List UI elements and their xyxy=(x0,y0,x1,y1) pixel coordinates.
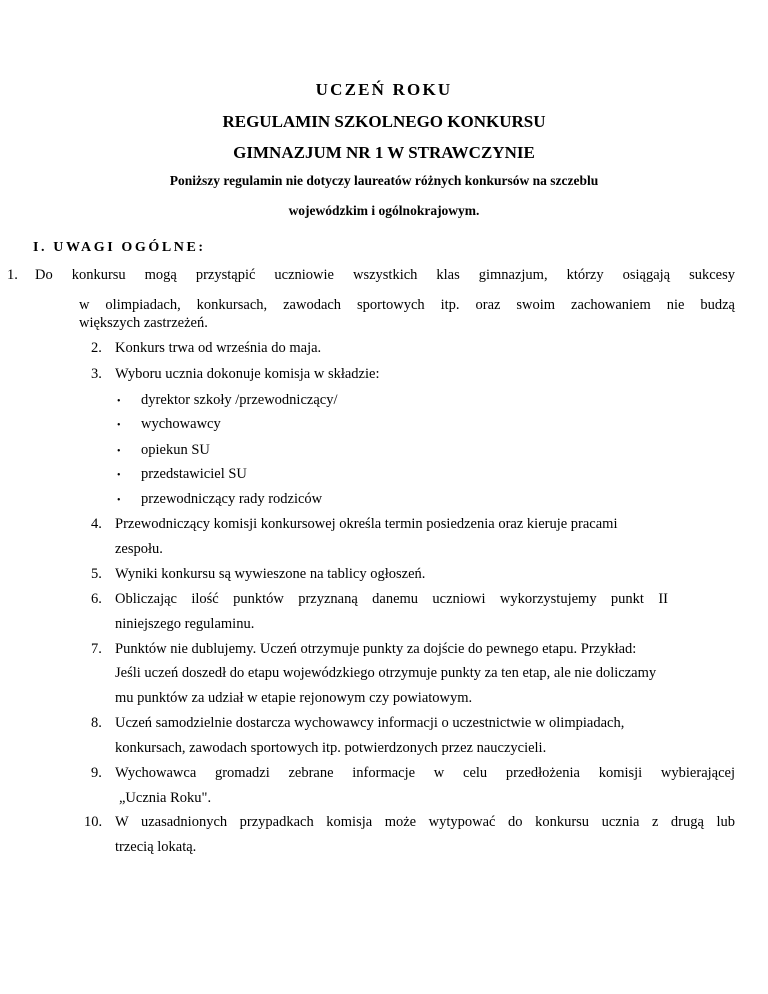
list-item-line: większych zastrzeżeń. xyxy=(79,315,208,331)
item-number: 4. xyxy=(91,516,102,532)
list-item-line: w olimpiadach, konkursach, zawodach sportowych itp. oraz swoim zachowaniem nie budzą xyxy=(79,297,735,313)
document-subtitle-school: GIMNAZJUM NR 1 W STRAWCZYNIE xyxy=(233,143,535,162)
committee-member: przedstawiciel SU xyxy=(141,466,247,482)
list-item-line: trzecią lokatą. xyxy=(115,839,197,855)
item-number: 2. xyxy=(91,340,102,356)
document-title: UCZEŃ ROKU xyxy=(315,80,453,99)
item-number: 10. xyxy=(84,814,103,830)
list-item-line: mu punktów za udział w etapie rejonowym czy powiatowym. xyxy=(115,690,473,706)
list-item-line: Wyboru ucznia dokonuje komisja w składzie: xyxy=(115,366,380,382)
committee-member: przewodniczący rady rodziców xyxy=(141,491,323,507)
item-number: 7. xyxy=(91,641,102,657)
bullet-icon: • xyxy=(117,446,121,457)
list-item-line: „Ucznia Roku". xyxy=(119,790,212,806)
list-item-line: Obliczając ilość punktów przyznaną danemu uczniowi wykorzystujemy punkt II xyxy=(115,591,668,607)
item-number: 5. xyxy=(91,566,102,582)
item-number: 1. xyxy=(7,267,18,283)
list-item-line: Wyniki konkursu są wywieszone na tablicy ogłoszeń. xyxy=(115,566,426,582)
bullet-icon: • xyxy=(117,495,121,506)
list-item-line: Przewodniczący komisji konkursowej określa termin posiedzenia oraz kieruje pracami xyxy=(115,516,618,532)
list-item-line: Do konkursu mogą przystąpić uczniowie wszystkich klas gimnazjum, którzy osiągają sukcesy xyxy=(35,267,735,283)
item-number: 9. xyxy=(91,765,102,781)
list-item-line: Jeśli uczeń doszedł do etapu wojewódzkiego otrzymuje punkty za ten etap, ale nie doliczamy xyxy=(115,665,657,681)
list-item-line: Konkurs trwa od września do maja. xyxy=(115,340,322,356)
section-heading: I. UWAGI OGÓLNE: xyxy=(33,240,206,255)
list-item-line: Uczeń samodzielnie dostarcza wychowawcy informacji o uczestnictwie w olimpiadach, xyxy=(115,715,625,731)
list-item-line: W uzasadnionych przypadkach komisja może wytypować do konkursu ucznia z drugą lub xyxy=(115,814,735,830)
item-number: 6. xyxy=(91,591,102,607)
item-number: 3. xyxy=(91,366,102,382)
list-item-line: Wychowawca gromadzi zebrane informacje w celu przedłożenia komisji wybierającej xyxy=(115,765,735,781)
list-item-line: zespołu. xyxy=(115,541,163,557)
bullet-icon: • xyxy=(117,420,121,431)
committee-member: opiekun SU xyxy=(141,442,210,458)
note-line-2: wojewódzkim i ogólnokrajowym. xyxy=(288,203,480,218)
list-item-line: konkursach, zawodach sportowych itp. potwierdzonych przez nauczycieli. xyxy=(115,740,547,756)
document-subtitle-regulation: REGULAMIN SZKOLNEGO KONKURSU xyxy=(222,112,546,131)
bullet-icon: • xyxy=(117,470,121,481)
committee-member: dyrektor szkoły /przewodniczący/ xyxy=(141,392,338,408)
bullet-icon: • xyxy=(117,396,121,407)
item-number: 8. xyxy=(91,715,102,731)
committee-member: wychowawcy xyxy=(141,416,221,432)
list-item-line: Punktów nie dublujemy. Uczeń otrzymuje punkty za dojście do pewnego etapu. Przykład: xyxy=(115,641,637,657)
list-item-line: niniejszego regulaminu. xyxy=(115,616,255,632)
note-line-1: Poniższy regulamin nie dotyczy laureatów różnych konkursów na szczeblu xyxy=(169,173,599,188)
